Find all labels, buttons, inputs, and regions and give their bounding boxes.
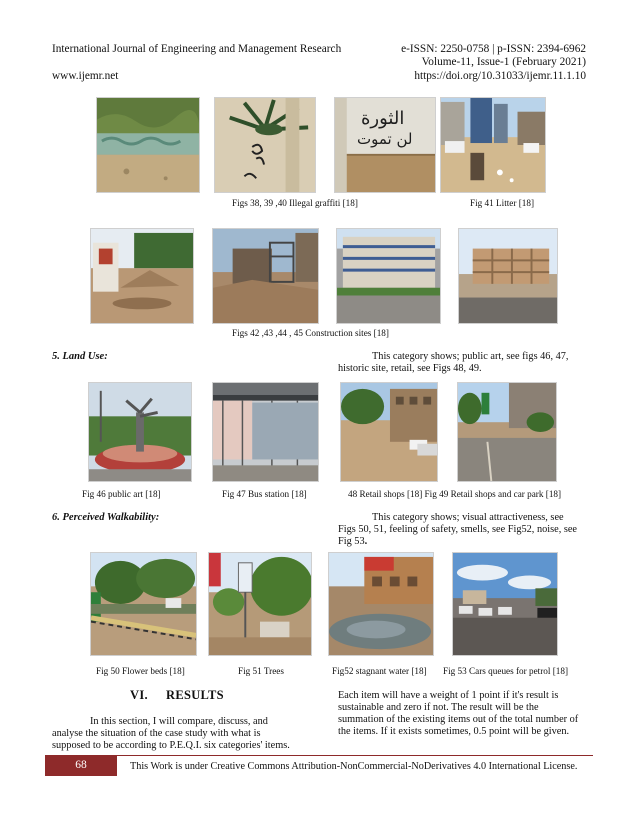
fig49-retail-car-park-photo bbox=[457, 382, 557, 482]
walkability-text-line1: This category shows; visual attractiveness, see bbox=[372, 512, 564, 523]
fig44-construction-photo bbox=[336, 228, 441, 324]
caption-fig-51: Fig 51 Trees bbox=[238, 666, 284, 676]
footer-divider bbox=[45, 755, 593, 756]
results-right-line2: sustainable and zero if not. The result will be the bbox=[338, 702, 539, 713]
fig51-trees-photo bbox=[208, 552, 312, 656]
graffiti-text-line1: الثورة bbox=[361, 108, 405, 129]
walkability-text-line3: Fig 53. bbox=[338, 536, 368, 547]
fig45-construction-photo bbox=[458, 228, 558, 324]
issn: e-ISSN: 2250-0758 | p-ISSN: 2394-6962 bbox=[401, 43, 586, 55]
caption-fig-41: Fig 41 Litter [18] bbox=[470, 198, 535, 208]
results-left-line1: In this section, I will compare, discuss, and bbox=[90, 716, 268, 727]
caption-fig-52: Fig52 stagnant water [18] bbox=[332, 666, 427, 676]
walkability-text-line2: Figs 50, 51, feeling of safety, smells, see Fig52, noise, see bbox=[338, 524, 577, 535]
caption-figs-48-49: 48 Retail shops [18] Fig 49 Retail shops and car park [18] bbox=[348, 489, 562, 499]
fig52-stagnant-water-photo bbox=[328, 552, 434, 656]
fig53-cars-queue-photo bbox=[452, 552, 558, 656]
results-right-line3: summation of the existing items out of the total number of bbox=[338, 714, 579, 725]
caption-figs-42-45: Figs 42 ,43 ,44 , 45 Construction sites [18] bbox=[232, 328, 389, 338]
fig46-public-art-photo bbox=[88, 382, 192, 482]
section-land-use-title: 5. Land Use: bbox=[52, 351, 108, 362]
doi-link[interactable]: https://doi.org/10.31033/ijemr.11.1.10 bbox=[414, 70, 586, 82]
section-walkability-title: 6. Perceived Walkability: bbox=[52, 512, 160, 523]
results-heading-title: RESULTS bbox=[166, 688, 224, 702]
fig40-graffiti-photo bbox=[334, 97, 436, 193]
fig38-graffiti-photo bbox=[96, 97, 200, 193]
fig50-flower-beds-photo bbox=[90, 552, 197, 656]
journal-title: International Journal of Engineering and Management Research bbox=[52, 43, 342, 55]
fig42-construction-photo bbox=[90, 228, 194, 324]
land-use-text-line1: This category shows; public art, see figs 46, 47, bbox=[372, 351, 569, 362]
caption-fig-47: Fig 47 Bus station [18] bbox=[222, 489, 307, 499]
volume-issue: Volume-11, Issue-1 (February 2021) bbox=[421, 56, 586, 68]
fig39-graffiti-photo bbox=[214, 97, 316, 193]
footer-license[interactable]: This Work is under Creative Commons Attribution-NonCommercial-NoDerivatives 4.0 International License. bbox=[130, 761, 578, 772]
results-heading-number: VI. bbox=[130, 688, 148, 702]
page-number: 68 bbox=[75, 759, 87, 771]
fig43-construction-photo bbox=[212, 228, 319, 324]
results-right-line4: the items. If it exists sometimes, 0.5 point will be given. bbox=[338, 726, 570, 737]
graffiti-text-line2: لن تموت bbox=[357, 130, 413, 148]
results-right-line1: Each item will have a weight of 1 point if it's result is bbox=[338, 690, 559, 701]
fig41-litter-photo bbox=[440, 97, 546, 193]
results-left-line3: supposed to be according to P.E.Q.I. six categories' items. bbox=[52, 740, 290, 751]
caption-fig-46: Fig 46 public art [18] bbox=[82, 489, 161, 499]
results-left-line2: analyse the situation of the case study with what is bbox=[52, 728, 261, 739]
caption-fig-50: Fig 50 Flower beds [18] bbox=[96, 666, 185, 676]
caption-fig-53: Fig 53 Cars queues for petrol [18] bbox=[443, 666, 569, 676]
caption-figs-38-40: Figs 38, 39 ,40 Illegal graffiti [18] bbox=[232, 198, 358, 208]
journal-website[interactable]: www.ijemr.net bbox=[52, 70, 119, 82]
fig48-retail-shops-photo bbox=[340, 382, 438, 482]
land-use-text-line2: historic site, retail, see Figs 48, 49. bbox=[338, 363, 482, 374]
fig47-bus-station-photo bbox=[212, 382, 319, 482]
